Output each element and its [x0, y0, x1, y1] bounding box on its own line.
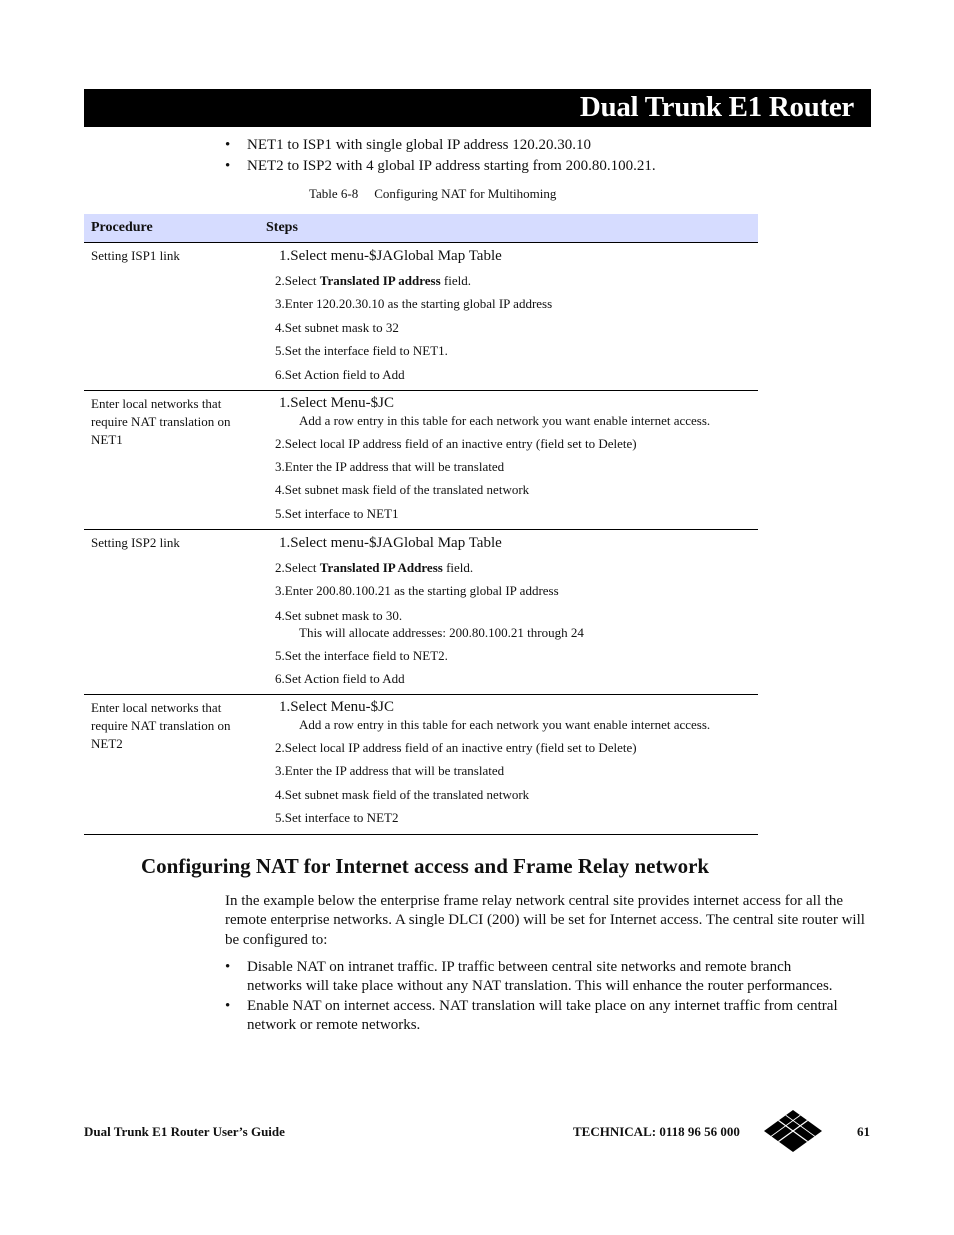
list-item [225, 958, 845, 997]
footer-technical-phone: TECHNICAL: 0118 96 56 000 [573, 1124, 740, 1139]
bullet-glyph: • [225, 997, 231, 1014]
step-item: 4.Set subnet mask field of the translated network [275, 482, 530, 498]
procedure-cell: Setting ISP1 link [84, 243, 259, 391]
step-item: 6.Set Action field to Add [275, 366, 405, 382]
step-item [259, 603, 758, 644]
step-item [259, 391, 758, 429]
step-note: This will allocate addresses: 200.80.100.21 through 24 [299, 624, 584, 640]
footer-guide-title: Dual Trunk E1 Router User’s Guide [84, 1124, 285, 1139]
bullet-text: Enable NAT on internet access. NAT translation will take place on any internet traffic from central network or remote networks. [247, 997, 838, 1034]
page-title: Dual Trunk E1 Router [579, 91, 854, 123]
steps-cell [259, 694, 758, 834]
step-text: 2.Select [275, 273, 320, 288]
list-item [225, 997, 845, 1036]
step-item: 3.Enter the IP address that will be translated [275, 458, 505, 474]
step-item: 2.Select local IP address field of an inactive entry (field set to Delete) [275, 739, 637, 755]
bullet-glyph: • [225, 959, 231, 975]
intro-bullet-list [225, 135, 656, 177]
step-item [259, 695, 758, 733]
section-paragraph: In the example below the enterprise frame relay network central site provides internet access for all the remote enterprise networks. A single DLCI (200) will be set for Internet access. The central site router will be configured to: [225, 893, 865, 948]
step-item: 1.Select menu-$JAGlobal Map Table [279, 248, 502, 264]
bullet-text: NET1 to ISP1 with single global IP address 120.20.30.10 [247, 137, 592, 153]
bullet-text: Disable NAT on intranet traffic. IP traffic between central site networks and remote branch networks will take place without any NAT translation. This will enhance the router performances. [247, 959, 833, 995]
procedure-cell: Setting ISP2 link [84, 529, 259, 694]
bullet-glyph: • [225, 158, 231, 174]
procedure-column-header: Procedure [84, 214, 259, 243]
table-header-row [84, 214, 758, 243]
step-item: 4.Set subnet mask field of the translated network [275, 786, 530, 802]
step-text: 2.Select [275, 559, 320, 575]
page-number: 61 [857, 1124, 870, 1139]
steps-cell [259, 390, 758, 529]
nat-multihoming-table [84, 214, 758, 835]
step-item: 6.Set Action field to Add [275, 670, 405, 686]
step-item: 2.Select local IP address field of an inactive entry (field set to Delete) [275, 435, 637, 451]
table-caption-title: Configuring NAT for Multihoming [374, 186, 557, 201]
step-bold-text: Translated IP address [319, 273, 441, 288]
step-bold-text: Translated IP Address [319, 559, 443, 575]
steps-cell [259, 529, 758, 694]
section-bullet-list [225, 958, 845, 1036]
step-item: 5.Set interface to NET2 [275, 810, 399, 826]
step-text: 1.Select Menu-$JC [279, 394, 394, 411]
step-item [259, 269, 758, 292]
step-item: 5.Set the interface field to NET2. [275, 647, 448, 663]
step-text: 1.Select Menu-$JC [279, 698, 394, 715]
step-text: 4.Set subnet mask to 30. [275, 607, 403, 623]
step-item: 4.Set subnet mask to 32 [275, 319, 399, 335]
list-item [225, 156, 656, 177]
step-item: 5.Set the interface field to NET1. [275, 343, 448, 359]
bullet-glyph: • [225, 137, 231, 153]
step-item: 5.Set interface to NET1 [275, 505, 399, 521]
step-item: 3.Enter 200.80.100.21 as the starting global IP address [275, 583, 559, 599]
table-caption-number: Table 6-8 [309, 186, 359, 201]
table-caption [309, 186, 556, 202]
step-item: 3.Enter the IP address that will be translated [275, 763, 505, 779]
steps-cell [259, 243, 758, 391]
step-text: field. [442, 559, 474, 575]
step-item [259, 556, 758, 579]
table-row [84, 694, 758, 834]
black-box-diamond-logo [764, 1110, 822, 1152]
steps-column-header: Steps [259, 214, 758, 243]
table-row [84, 390, 758, 529]
step-item: 3.Enter 120.20.30.10 as the starting global IP address [275, 296, 553, 312]
step-text: field. [440, 273, 471, 288]
table-row [84, 243, 758, 391]
list-item [225, 135, 656, 156]
header-bar [84, 89, 871, 127]
step-item: 1.Select menu-$JAGlobal Map Table [279, 534, 502, 551]
step-note: Add a row entry in this table for each network you want enable internet access. [299, 412, 711, 428]
step-note: Add a row entry in this table for each network you want enable internet access. [299, 716, 711, 732]
bullet-text: NET2 to ISP2 with 4 global IP address starting from 200.80.100.21. [247, 158, 656, 174]
table-row [84, 529, 758, 694]
procedure-cell: Enter local networks that require NAT translation on NET1 [84, 390, 259, 529]
section-heading: Configuring NAT for Internet access and Frame Relay network [141, 854, 710, 878]
procedure-cell: Enter local networks that require NAT translation on NET2 [84, 694, 259, 834]
